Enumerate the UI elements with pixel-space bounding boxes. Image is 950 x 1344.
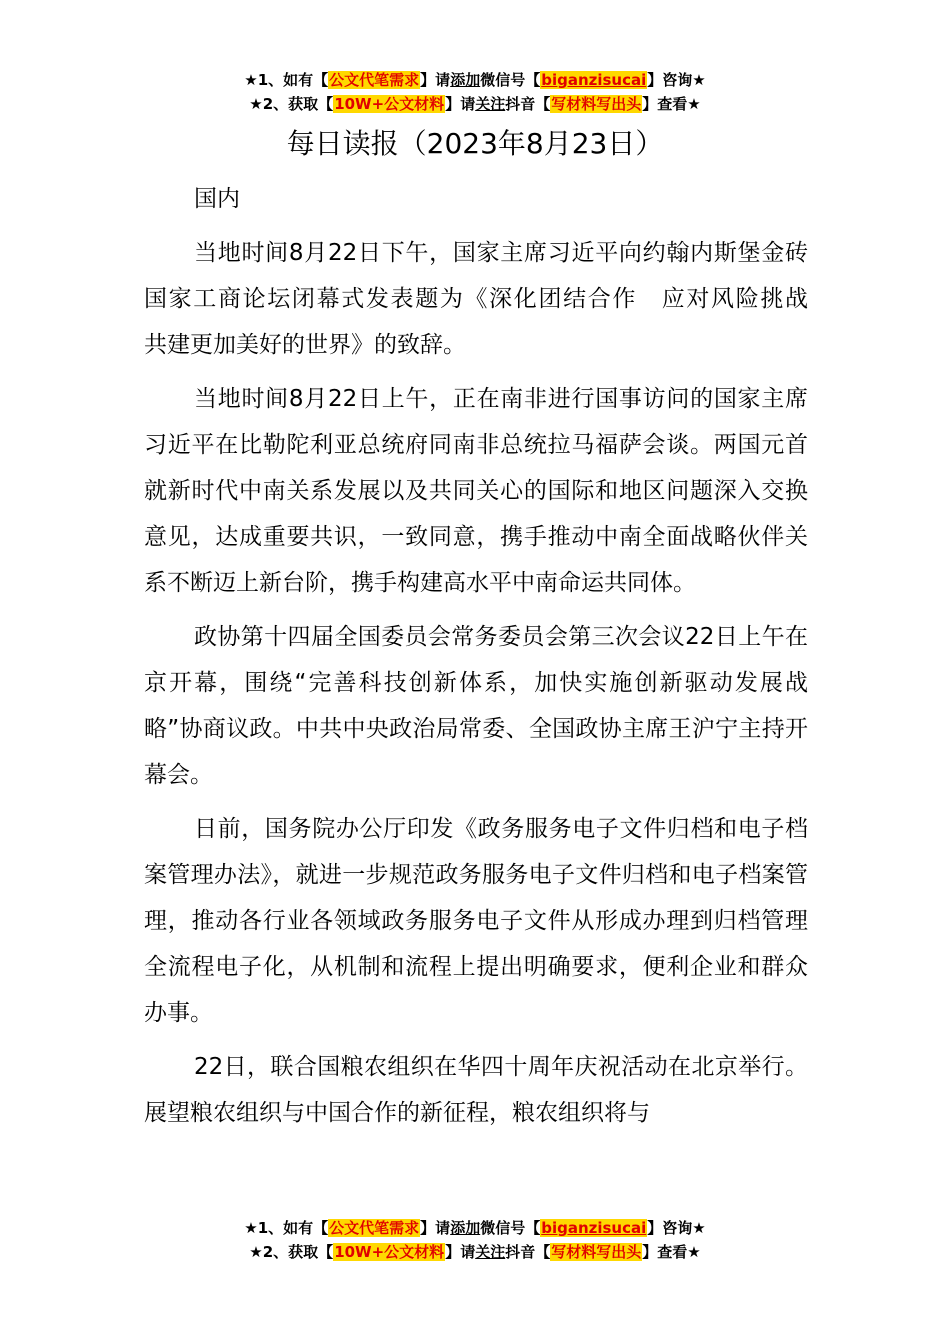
paragraph: 日前，国务院办公厅印发《政务服务电子文件归档和电子档案管理办法》，就进一步规范政务服务电子文件归档和电子档案管理，推动各行业各领域政务服务电子文件从形成办理到归档管理全流程电子化，从机制和流程上提出明确要求，便利企业和群众办事。 — [144, 816, 808, 1026]
banner-line-2 — [0, 92, 950, 116]
paragraph: 22日，联合国粮农组织在华四十周年庆祝活动在北京举行。展望粮农组织与中国合作的新征程，粮农组织将与 — [144, 1054, 808, 1126]
banner-text: ★2、获取【 — [249, 95, 334, 113]
banner-emphasis: 添加 — [450, 1219, 481, 1237]
banner-text: 微信号【 — [480, 71, 541, 89]
banner-highlight: 写材料写出头 — [551, 1243, 642, 1261]
banner-text: 】查看★ — [642, 95, 701, 113]
banner-text: 】查看★ — [642, 1243, 701, 1261]
banner-text: 抖音【 — [505, 95, 551, 113]
banner-text: 】请 — [420, 1219, 451, 1237]
banner-text: 抖音【 — [505, 1243, 551, 1261]
document-body — [144, 176, 831, 1136]
footer-banner — [0, 1216, 950, 1264]
banner-line-2 — [0, 1240, 950, 1264]
banner-highlight: biganzisucai — [541, 1219, 647, 1237]
banner-emphasis: 添加 — [450, 71, 481, 89]
banner-highlight: 公文代笔需求 — [329, 1219, 420, 1237]
banner-text: 】咨询★ — [647, 1219, 706, 1237]
banner-text: ★1、如有【 — [244, 1219, 329, 1237]
banner-text: 微信号【 — [480, 1219, 541, 1237]
banner-highlight: 10W+公文材料 — [334, 95, 445, 113]
document-title: 每日读报（2023年8月23日） — [286, 127, 664, 160]
banner-text: 】请 — [420, 71, 451, 89]
banner-text: ★1、如有【 — [244, 71, 329, 89]
banner-highlight: 公文代笔需求 — [329, 71, 420, 89]
banner-text: 】请 — [445, 95, 476, 113]
section-heading: 国内 — [194, 186, 240, 212]
banner-text: 】咨询★ — [647, 71, 706, 89]
banner-line-1 — [0, 68, 950, 92]
paragraph: 当地时间8月22日上午，正在南非进行国事访问的国家主席习近平在比勒陀利亚总统府同南非总统拉马福萨会谈。两国元首就新时代中南关系发展以及共同关心的国际和地区问题深入交换意见，达成重要共识，一致同意，携手推动中南全面战略伙伴关系不断迈上新台阶，携手构建高水平中南命运共同体。 — [144, 386, 808, 596]
paragraph: 政协第十四届全国委员会常务委员会第三次会议22日上午在京开幕，围绕“完善科技创新体系，加快实施创新驱动发展战略”协商议政。中共中央政治局常委、全国政协主席王沪宁主持开幕会。 — [144, 624, 808, 788]
banner-line-1 — [0, 1216, 950, 1240]
banner-highlight: 写材料写出头 — [551, 95, 642, 113]
banner-highlight: biganzisucai — [541, 71, 647, 89]
banner-highlight: 10W+公文材料 — [334, 1243, 445, 1261]
banner-emphasis: 关注 — [475, 1243, 506, 1261]
banner-emphasis: 关注 — [475, 95, 506, 113]
banner-text: 】请 — [445, 1243, 476, 1261]
paragraph: 当地时间8月22日下午，国家主席习近平向约翰内斯堡金砖国家工商论坛闭幕式发表题为《深化团结合作 应对风险挑战 共建更加美好的世界》的致辞。 — [144, 240, 831, 358]
banner-text: ★2、获取【 — [249, 1243, 334, 1261]
header-banner — [0, 68, 950, 116]
